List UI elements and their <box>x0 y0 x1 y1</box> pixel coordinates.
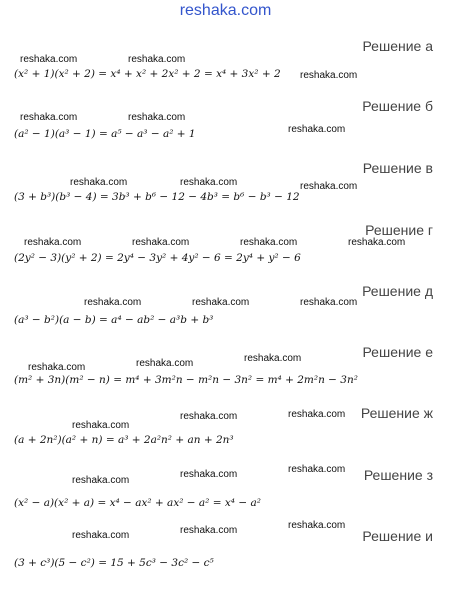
solution-title-g: Решение г <box>365 222 433 238</box>
watermark: reshaka.com <box>128 54 186 65</box>
watermark: reshaka.com <box>288 464 346 475</box>
watermark: reshaka.com <box>84 297 142 308</box>
solution-title-z: Решение з <box>363 467 433 483</box>
watermark: reshaka.com <box>72 530 130 541</box>
watermark: reshaka.com <box>180 525 238 536</box>
watermark: reshaka.com <box>24 237 82 248</box>
watermark: reshaka.com <box>70 177 128 188</box>
site-title[interactable]: reshaka.com <box>179 2 272 19</box>
watermark: reshaka.com <box>244 353 302 364</box>
equation-e: (m² + 3n)(m² − n) = m⁴ + 3m²n − m²n − 3n² = m⁴ + 2m²n − 3n² <box>14 374 358 386</box>
solution-title-b: Решение б <box>362 98 433 114</box>
equation-i: (3 + c³)(5 − c²) = 15 + 5c³ − 3c² − c⁵ <box>14 557 214 569</box>
watermark: reshaka.com <box>180 177 238 188</box>
watermark: reshaka.com <box>300 297 358 308</box>
watermark: reshaka.com <box>20 112 78 123</box>
watermark: reshaka.com <box>128 112 186 123</box>
watermark: reshaka.com <box>28 362 86 373</box>
watermark: reshaka.com <box>180 411 238 422</box>
watermark: reshaka.com <box>288 409 346 420</box>
watermark: reshaka.com <box>72 420 130 431</box>
watermark: reshaka.com <box>192 297 250 308</box>
watermark: reshaka.com <box>20 54 78 65</box>
equation-a: (x² + 1)(x² + 2) = x⁴ + x² + 2x² + 2 = x⁴ + 3x² + 2 <box>14 68 281 80</box>
equation-v: (3 + b³)(b³ − 4) = 3b³ + b⁶ − 12 − 4b³ = b⁶ − b³ − 12 <box>14 191 300 203</box>
equation-g: (2y² − 3)(y² + 2) = 2y⁴ − 3y² + 4y² − 6 = 2y⁴ + y² − 6 <box>14 252 301 264</box>
watermark: reshaka.com <box>136 358 194 369</box>
solution-title-a: Решение а <box>362 38 433 54</box>
watermark: reshaka.com <box>240 237 298 248</box>
watermark: reshaka.com <box>288 520 346 531</box>
watermark: reshaka.com <box>348 237 406 248</box>
equation-zh: (a + 2n²)(a² + n) = a³ + 2a²n² + an + 2n³ <box>14 434 234 446</box>
watermark: reshaka.com <box>180 469 238 480</box>
watermark: reshaka.com <box>72 475 130 486</box>
equation-b: (a² − 1)(a³ − 1) = a⁵ − a³ − a² + 1 <box>14 128 196 140</box>
equation-z: (x² − a)(x² + a) = x⁴ − ax² + ax² − a² = x⁴ − a² <box>14 497 261 509</box>
watermark: reshaka.com <box>300 181 358 192</box>
watermark: reshaka.com <box>132 237 190 248</box>
solution-title-e: Решение е <box>362 344 433 360</box>
solution-title-v: Решение в <box>362 160 433 176</box>
watermark: reshaka.com <box>300 70 358 81</box>
solution-title-d: Решение д <box>362 283 433 299</box>
solution-title-zh: Решение ж <box>360 405 433 421</box>
solution-title-i: Решение и <box>362 528 433 544</box>
equation-d: (a³ − b²)(a − b) = a⁴ − ab² − a³b + b³ <box>14 314 214 326</box>
watermark: reshaka.com <box>288 124 346 135</box>
